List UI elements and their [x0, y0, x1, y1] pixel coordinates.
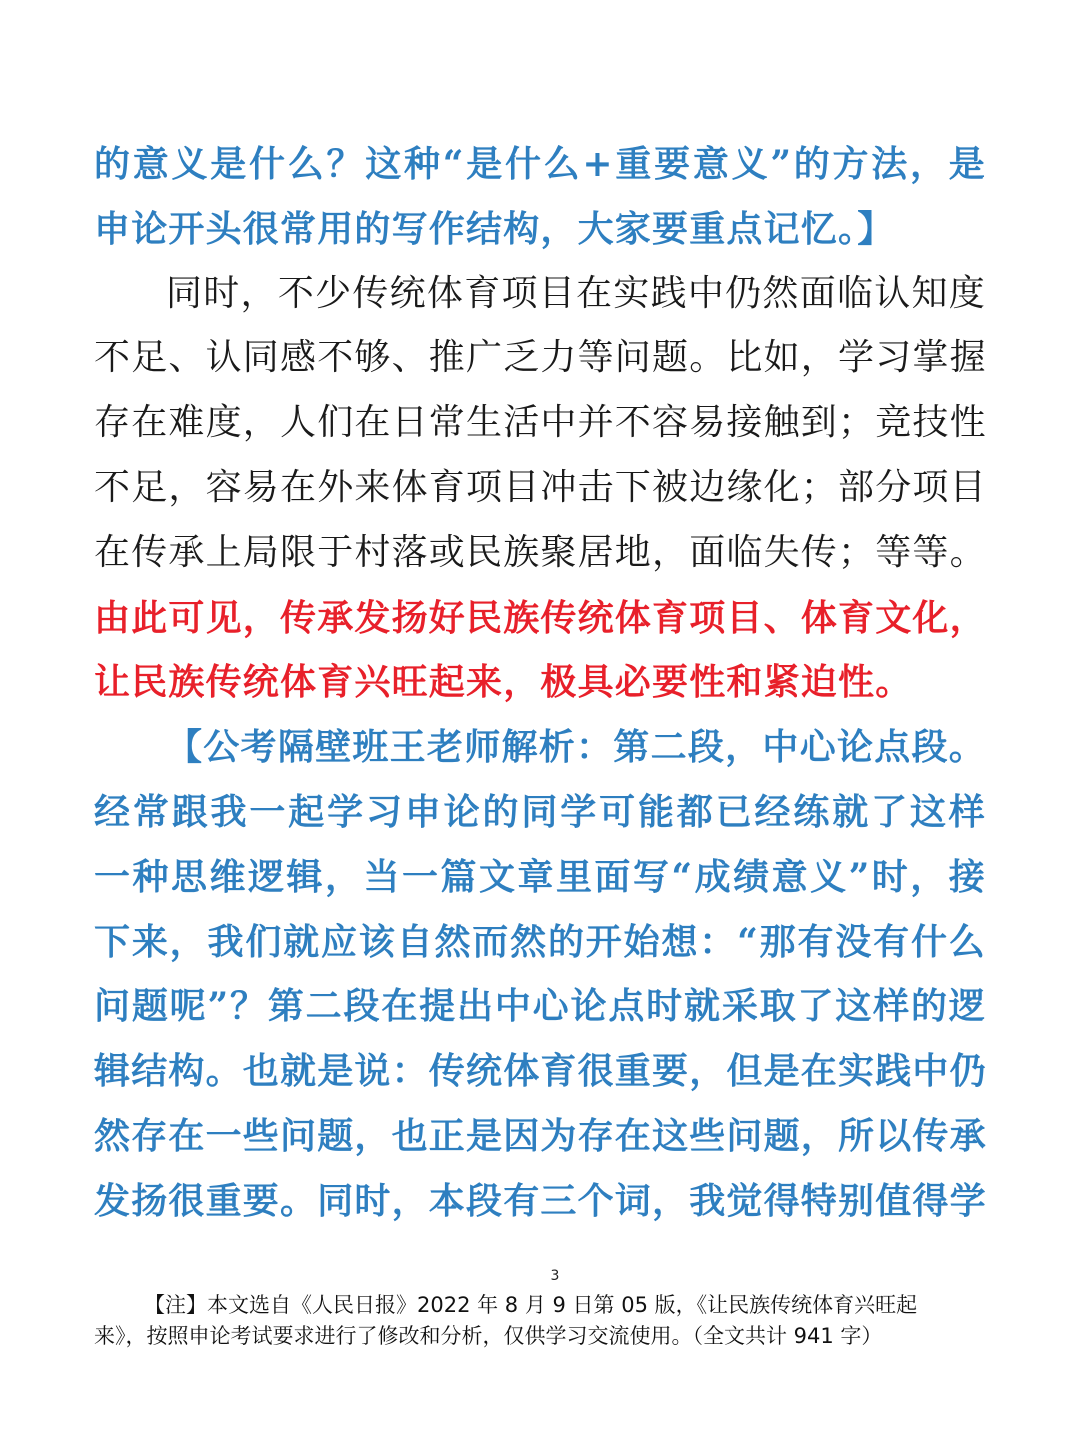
text-line: 辑结构。也就是说：传统体育很重要，但是在实践中仍 [94, 1050, 987, 1093]
article-body [94, 132, 986, 1234]
text-line: 让民族传统体育兴旺起来，极具必要性和紧迫性。 [94, 661, 913, 704]
text-line: 问题呢”？第二段在提出中心论点时就采取了这样的逻 [94, 985, 986, 1028]
footnote-line: 【注】本文选自《人民日报》2022 年 8 月 9 日第 05 版，《让民族传统体育兴旺起 [144, 1293, 918, 1317]
text-line: 的意义是什么？这种“是什么+重要意义”的方法，是 [94, 143, 986, 185]
text-line: 在传承上局限于村落或民族聚居地，面临失传；等等。 [94, 531, 987, 573]
central-thesis-highlight [94, 586, 986, 716]
text-line: 由此可见，传承发扬好民族传统体育项目、体育文化， [94, 596, 987, 639]
text-line: 存在难度，人们在日常生活中并不容易接触到；竞技性 [94, 402, 987, 444]
text-line: 申论开头很常用的写作结构，大家要重点记忆。】 [94, 207, 895, 250]
text-line: 同时，不少传统体育项目在实践中仍然面临认知度 [166, 272, 986, 314]
body-paragraph [94, 262, 986, 586]
text-line: 发扬很重要。同时，本段有三个词，我觉得特别值得学 [94, 1179, 987, 1222]
text-line: 然存在一些问题，也正是因为存在这些问题，所以传承 [94, 1114, 987, 1157]
text-line: 下来，我们就应该自然而然的开始想：“那有没有什么 [94, 920, 986, 963]
page-number: 3 [550, 1268, 560, 1284]
text-line: 不足、认同感不够、推广乏力等问题。比如，学习掌握 [94, 337, 987, 379]
text-line: 不足，容易在外来体育项目冲击下被边缘化；部分项目 [94, 466, 987, 508]
analysis-paragraph-continued [94, 132, 986, 262]
analysis-paragraph [94, 715, 986, 1233]
footnote [94, 1290, 994, 1352]
text-line: 经常跟我一起学习申论的同学可能都已经练就了这样 [94, 790, 986, 833]
footnote-line: 来》，按照申论考试要求进行了修改和分析，仅供学习交流使用。（全文共计 941 字） [94, 1324, 883, 1348]
text-line: 一种思维逻辑，当一篇文章里面写“成绩意义”时，接 [94, 855, 986, 898]
text-line: 【公考隔壁班王老师解析：第二段，中心论点段。 [166, 726, 986, 769]
